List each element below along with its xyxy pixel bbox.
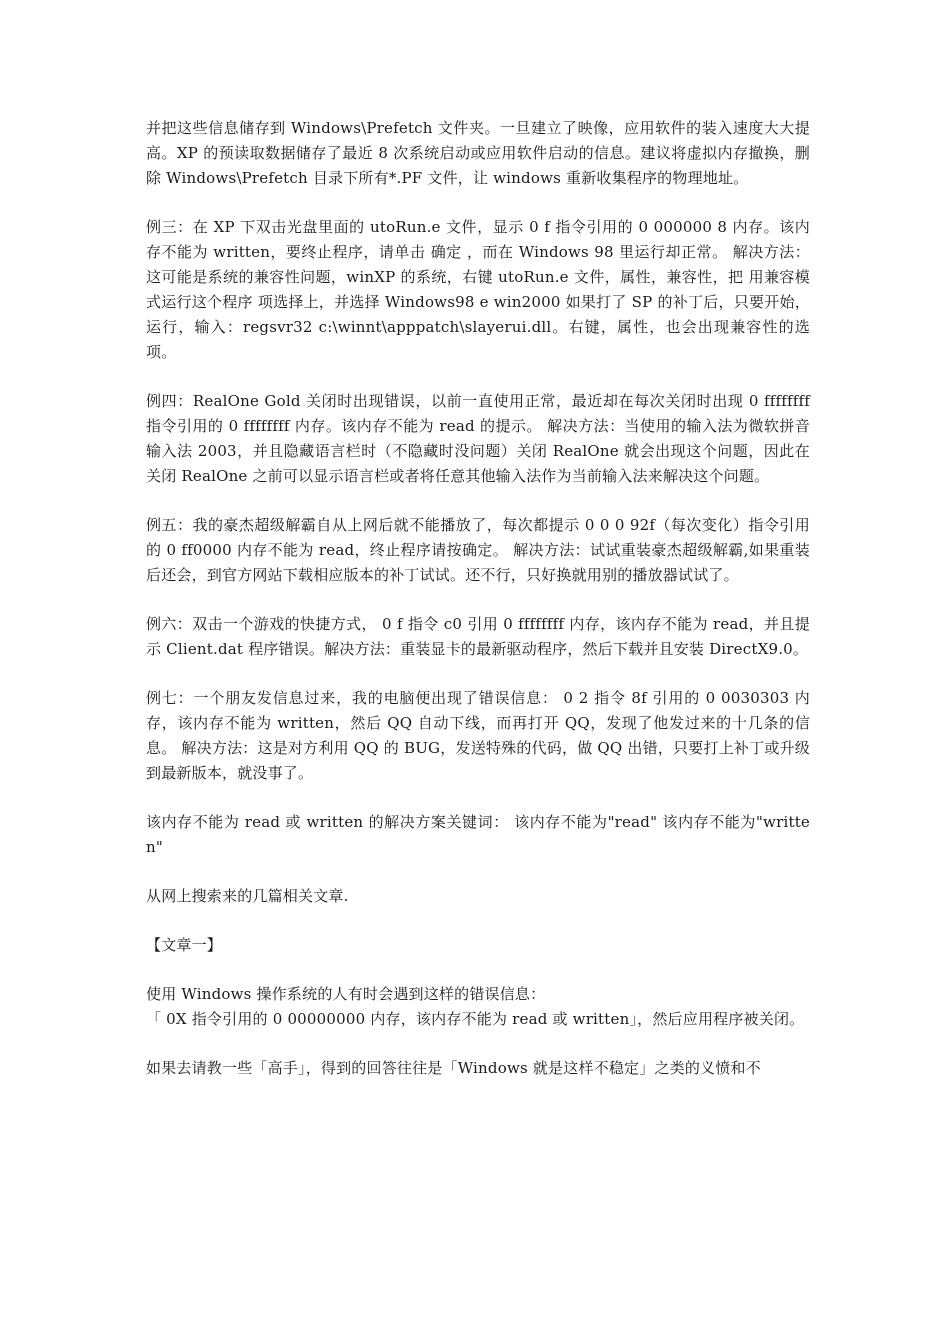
paragraph-example-6: 例六：双击一个游戏的快捷方式， 0 f 指令 c0 引用 0 ffffffff 内存，该内存不能为 read，并且提示 Client.dat 程序错误。解决方法：重装显卡的最新驱动程序，然后下载并且安装 DirectX9.0。: [146, 615, 810, 658]
paragraph-example-5: 例五：我的豪杰超级解霸自从上网后就不能播放了，每次都提示 0 0 0 92f（每次变化）指令引用的 0 ff0000 内存不能为 read，终止程序请按确定。 解决方法：试试重装豪杰超级解霸,如果重装后还会，到官方网站下载相应版本的补丁试试。还不行，只好换就用别的播放器试试了。: [146, 516, 810, 584]
article-error-quote: 「 0X 指令引用的 0 00000000 内存，该内存不能为 read 或 written」，然后应用程序被关闭。: [146, 1010, 805, 1028]
paragraph-example-7: 例七：一个朋友发信息过来，我的电脑便出现了错误信息： 0 2 指令 8f 引用的 0 0030303 内存，该内存不能为 written，然后 QQ 自动下线，而再打开 QQ，发现了他发过来的十几条的信息。 解决方法：这是对方利用 QQ 的 BUG，发送特殊的代码，做 QQ 出错，只要打上补丁或升级到最新版本，就没事了。: [146, 689, 810, 782]
article-heading: 【文章一】: [146, 936, 223, 954]
document-body: [146, 116, 810, 1105]
article-last-line: 如果去请教一些「高手」，得到的回答往往是「Windows 就是这样不稳定」之类的义愤和不: [146, 1059, 761, 1077]
paragraph-example-3: 例三：在 XP 下双击光盘里面的 utoRun.e 文件，显示 0 f 指令引用的 0 000000 8 内存。该内存不能为 written，要终止程序，请单击 确定 ，而在 Windows 98 里运行却正常。 解决方法：这可能是系统的兼容性问题，winXP 的系统，右键 utoRun.e 文件，属性，兼容性，把 用兼容模式运行这个程序 项选择上，并选择 Windows98 e win2000 如果打了 SP 的补丁后，只要开始，运行，输入：regsvr32 c:\winnt\apppatch\slayerui.dll。右键，属性，也会出现兼容性的选项。: [146, 218, 810, 361]
paragraph-example-4: 例四：RealOne Gold 关闭时出现错误，以前一直使用正常，最近却在每次关闭时出现 0 ffffffff 指令引用的 0 ffffffff 内存。该内存不能为 read 的提示。 解决方法：当使用的输入法为微软拼音输入法 2003，并且隐藏语言栏时（不隐藏时没问题）关闭 RealOne 就会出现这个问题，因此在关闭 RealOne 之前可以显示语言栏或者将任意其他输入法作为当前输入法来解决这个问题。: [146, 392, 810, 485]
paragraph-prefetch: 并把这些信息储存到 Windows\Prefetch 文件夹。一旦建立了映像，应用软件的装入速度大大提高。XP 的预读取数据储存了最近 8 次系统启动或应用软件启动的信息。建议将虚拟内存撤换，删除 Windows\Prefetch 目录下所有*.PF 文件，让 windows 重新收集程序的物理地址。: [146, 119, 810, 187]
paragraph-keywords: 该内存不能为 read 或 written 的解决方案关键词： 该内存不能为"read" 该内存不能为"written": [146, 813, 810, 856]
article-intro: 使用 Windows 操作系统的人有时会遇到这样的错误信息：: [146, 985, 546, 1003]
paragraph-search-note: 从网上搜索来的几篇相关文章.: [146, 887, 349, 905]
